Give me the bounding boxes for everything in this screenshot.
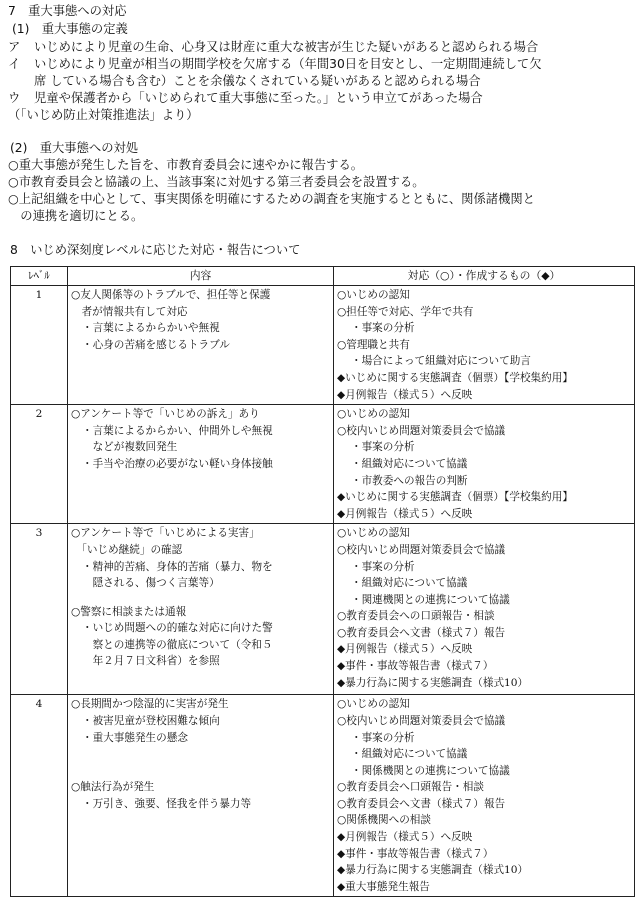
level-number: 4 — [11, 695, 68, 897]
response-line: ・市教委への報告の判断 — [351, 474, 468, 487]
response-line: ◆いじめに関する実態調査（個票）【学校集約用】 — [337, 491, 573, 504]
content-line: ○触法行為が発生 — [71, 781, 155, 794]
response-line: ・組織対応について協議 — [351, 748, 468, 761]
definition-u — [8, 90, 483, 107]
response-line: ○いじめの認知 — [337, 698, 410, 711]
content-line: ○警察に相談または通報 — [71, 605, 187, 618]
response-line: ◆いじめに関する実態調査（個票）【学校集約用】 — [337, 371, 573, 384]
content-line: ○長期間かつ陰湿的に実害が発生 — [71, 698, 229, 711]
content-line: ・精神的苦痛、身体的苦痛（暴力、物を — [82, 560, 273, 573]
subsection-response-heading: (2) 重大事態への対処 — [10, 141, 139, 155]
level-number: 2 — [11, 405, 68, 524]
response-line: ○教育委員会へ文書（様式７）報告 — [337, 797, 506, 810]
response-line: ◆月例報告（様式５）へ反映 — [337, 507, 473, 520]
table-row-level-2 — [11, 405, 635, 524]
table-row-level-4 — [11, 695, 635, 897]
response-line: ○関係機関への相談 — [337, 814, 431, 827]
response-line: ○教育委員会へ口頭報告・相談 — [337, 781, 484, 794]
content-cell — [68, 286, 334, 405]
response-line: ○校内いじめ問題対策委員会で協議 — [337, 424, 506, 437]
spacer — [71, 746, 330, 779]
table-row-level-1 — [11, 286, 635, 405]
response-line: ・事案の分析 — [351, 560, 415, 573]
law-reference: （「いじめ防止対策推進法」より） — [8, 108, 199, 122]
response-line: ◆暴力行為に関する実態調査（様式10） — [337, 676, 529, 689]
content-line: 隠される、傷つく言葉等） — [82, 577, 220, 590]
response-line: ・事案の分析 — [351, 441, 415, 454]
content-line: ○アンケート等で「いじめによる実害」 — [71, 527, 260, 540]
response-cell — [334, 286, 635, 405]
response-line: ・組織対応について協議 — [351, 457, 468, 470]
definition-mark: ア — [8, 40, 21, 54]
section8-heading: 8 いじめ深刻度レベルに応じた対応・報告について — [10, 243, 301, 257]
response-line: ・組織対応について協議 — [351, 577, 468, 590]
content-line: ・言葉によるからかい、仲間外しや無視 — [82, 424, 273, 437]
content-line: ・いじめ問題への的確な対応に向けた警 — [82, 622, 273, 635]
content-line: ・心身の苦痛を感じるトラブル — [82, 338, 230, 351]
content-line: ・万引き、強要、怪我を伴う暴力等 — [82, 797, 252, 810]
content-line: ・被害児童が登校困難な傾向 — [82, 714, 220, 727]
content-line: ○友人関係等のトラブルで、担任等と保護 — [71, 289, 271, 301]
definition-text: いじめにより児童が相当の期間学校を欠席する（年間30日を目安とし、一定期間連続して欠 — [34, 57, 542, 71]
content-line: ○アンケート等で「いじめの訴え」あり — [71, 408, 260, 421]
definition-text: 児童や保護者から「いじめられて重大事態に至った。」という申立てがあった場合 — [34, 91, 483, 105]
header-level: ﾚﾍﾞﾙ — [11, 267, 68, 286]
subsection-definition-heading: (1) 重大事態の定義 — [12, 22, 128, 36]
response-action: の連携を適切にとる。 — [8, 209, 144, 223]
response-line: ◆月例報告（様式５）へ反映 — [337, 643, 473, 656]
definition-i-cont — [8, 73, 481, 90]
content-line: などが複数回発生 — [82, 441, 178, 454]
response-cell — [334, 524, 635, 695]
response-line: ○いじめの認知 — [337, 408, 410, 421]
section7-heading: 7 重大事態への対応 — [8, 4, 127, 18]
content-line: 者が情報共有して対応 — [71, 305, 188, 318]
response-cell — [334, 405, 635, 524]
response-line: ○担任等で対応、学年で共有 — [337, 305, 474, 318]
level-number: 1 — [11, 286, 68, 405]
response-line: ・事案の分析 — [351, 731, 415, 744]
content-cell — [68, 695, 334, 897]
response-line: ○校内いじめ問題対策委員会で協議 — [337, 714, 506, 727]
header-response: 対応（○）・作成するもの（◆） — [334, 267, 635, 286]
response-line: ◆事件・事故等報告書（様式７） — [337, 847, 494, 860]
definition-mark: イ — [8, 57, 21, 71]
response-line: ○教育委員会への口頭報告・相談 — [337, 610, 495, 623]
content-line: 察との連携等の徹底について（令和５ — [82, 638, 273, 651]
response-line: ○校内いじめ問題対策委員会で協議 — [337, 543, 506, 556]
response-action: ○上記組織を中心として、事実関係を明確にするための調査を実施するとともに、関係諸機関と — [8, 192, 535, 206]
table-header-row — [11, 267, 635, 286]
header-content: 内容 — [68, 267, 334, 286]
response-line: ・関連機関との連携について協議 — [351, 593, 510, 606]
definition-text: 席 している場合も含む）ことを余儀なくされている疑いがあると認められる場合 — [34, 74, 481, 88]
level-number: 3 — [11, 524, 68, 695]
content-line: ・言葉によるからかいや無視 — [82, 322, 220, 335]
response-line: ○管理職と共有 — [337, 338, 410, 351]
response-line: ・事案の分析 — [351, 322, 415, 335]
response-cell — [334, 695, 635, 897]
content-line: 「いじめ継続」の確認 — [71, 543, 183, 556]
definition-text: いじめにより児童の生命、心身又は財産に重大な被害が生じた疑いがあると認められる場合 — [34, 40, 539, 54]
content-cell — [68, 524, 334, 695]
response-line: ◆月例報告（様式５）へ反映 — [337, 831, 473, 844]
definition-a — [8, 39, 538, 56]
content-line: ・重大事態発生の懸念 — [82, 731, 188, 744]
response-line: ◆重大事態発生報告 — [337, 880, 430, 893]
response-line: ○いじめの認知 — [337, 527, 410, 540]
content-line: ・手当や治療の必要がない軽い身体接触 — [82, 457, 273, 470]
content-line: 年２月７日文科省）を参照 — [82, 655, 220, 668]
response-line: ・場合によって組織対応について助言 — [351, 355, 531, 368]
table-row-level-3 — [11, 524, 635, 695]
content-cell — [68, 405, 334, 524]
definition-i — [8, 56, 542, 73]
severity-level-table — [10, 266, 635, 897]
response-line: ○いじめの認知 — [337, 289, 410, 301]
response-action: ○重大事態が発生した旨を、市教育委員会に速やかに報告する。 — [8, 158, 364, 172]
spacer — [71, 592, 330, 604]
response-line: ◆月例報告（様式５）へ反映 — [337, 388, 473, 401]
definition-mark: ウ — [8, 91, 21, 105]
response-line: ◆事件・事故等報告書（様式７） — [337, 660, 494, 673]
response-action: ○市教育委員会と協議の上、当該事案に対処する第三者委員会を設置する。 — [8, 175, 425, 189]
response-line: ○教育委員会へ文書（様式７）報告 — [337, 626, 506, 639]
response-line: ◆暴力行為に関する実態調査（様式10） — [337, 864, 529, 877]
response-line: ・関係機関との連携について協議 — [351, 764, 510, 777]
